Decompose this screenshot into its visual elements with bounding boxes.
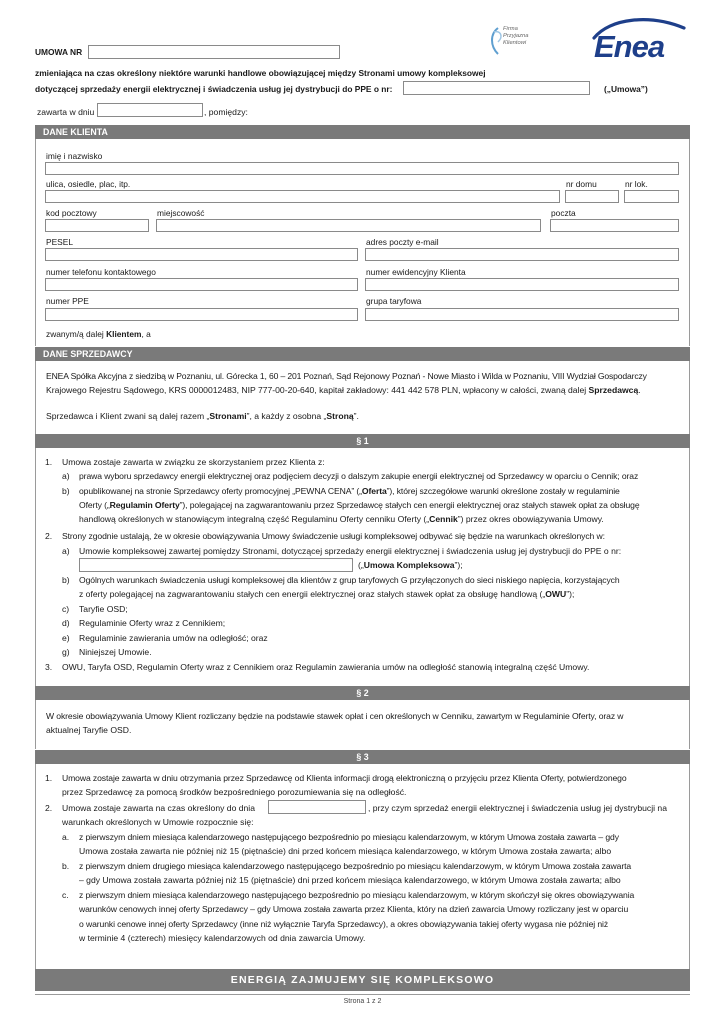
s3-b-line-2: – gdy Umowa została zawarta później niż 15 (piętnaście) dni przed końcem miesiąca kalendarzowego, w którym Umowa została zawarta; albo — [79, 875, 621, 885]
strony-bold-1: Stronami — [209, 411, 247, 421]
imie-field[interactable] — [45, 162, 679, 175]
ppe-field[interactable] — [45, 308, 358, 321]
s1-b-line-2 — [79, 499, 683, 513]
zawarta-label: zawarta w dniu — [37, 107, 95, 117]
footer-line — [35, 994, 690, 995]
s1-b-l3-bold: Cennik — [429, 514, 458, 524]
nr-ewid-field[interactable] — [365, 278, 679, 291]
s3-c-line-4: w terminie 4 (czterech) miesięcy kalendarzowych od dnia zawarcia Umowy. — [79, 933, 366, 943]
umowa-nr-field[interactable] — [88, 45, 340, 59]
pomiedzy-label: , pomiędzy: — [204, 107, 248, 117]
umowa-kompleksowa-ppe-field[interactable] — [79, 558, 353, 572]
s1-a-text: prawa wyboru sprzedawcy energii elektrycznej oraz podjęciem decyzji o dalszym zakupie energii elektrycznej od Sprzedawcy w oparciu o Cennik; oraz — [79, 471, 639, 481]
zwanym-post: , a — [141, 329, 151, 339]
s3-num-2: 2. — [45, 803, 53, 813]
s3-c-line-1: z pierwszym dniem miesiąca kalendarzowego następującego bezpośrednio po miesiącu kalendarzowym, w którym skończył się okres obowiązywania — [79, 890, 635, 900]
s1-b-l3-post: ”) przez okres obowiązywania Umowy. — [457, 514, 604, 524]
s1-b2-marker: b) — [62, 575, 70, 585]
section-2-header: § 2 — [35, 686, 690, 700]
s3-c-line-3: o warunki cenowe innej oferty Sprzedawcy (inne niż wyłącznie Taryfa Sprzedawcy), a okres obowiązywania takiej oferty wygasa nie później niż — [79, 919, 609, 929]
s1-e2-text: Regulaminie zawierania umów na odległość; oraz — [79, 633, 268, 643]
section-3-header: § 3 — [35, 750, 690, 764]
footer-slogan: ENERGIĄ ZAJMUJEMY SIĘ KOMPLEKSOWO — [230, 974, 495, 986]
s1-b-l1-post: ”), której szczegółowe warunki określone zostały w regulaminie — [386, 486, 620, 496]
end-date-field[interactable] — [268, 800, 366, 814]
strony-post: ”. — [353, 411, 359, 421]
pesel-label: PESEL — [46, 237, 74, 247]
s1-b2-line-1: Ogólnych warunkach świadczenia usługi kompleksowej dla klientów z grup taryfowych G przyłączonych do sieci niskiego napięcia, korzystających — [79, 575, 620, 585]
s1-num-3: 3. — [45, 662, 53, 672]
s3-item-1-line-2: przez Sprzedawcę za pomocą środków bezpośredniego porozumiewania się na odległość. — [62, 787, 407, 797]
s1-item-1: Umowa zostaje zawarta w związku ze skorzystaniem przez Klienta z: — [62, 457, 325, 467]
s2-line-1: W okresie obowiązywania Umowy Klient rozliczany będzie na podstawie stawek opłat i cen określonych w Cenniku, zawartym w Regulaminie Oferty, oraz w — [46, 711, 624, 721]
s3-item-2-post: , przy czym sprzedaż energii elektrycznej i świadczenia usług jej dystrybucji na — [368, 803, 667, 813]
uk-tag-pre: („ — [358, 560, 364, 570]
s1-c2-marker: c) — [62, 604, 70, 614]
s1-item-2: Strony zgodnie ustalają, że w okresie obowiązywania Umowy świadczenie usługi kompleksowej odbywać się będzie na warunkach określonych w: — [62, 531, 605, 541]
s1-a2-marker: a) — [62, 546, 70, 556]
grupa-label: grupa taryfowa — [366, 296, 422, 306]
nr-lok-field[interactable] — [624, 190, 679, 203]
nr-ewid-label: numer ewidencyjny Klienta — [366, 267, 466, 277]
enea-logo-text: Enea — [594, 29, 665, 64]
s1-b2-l2-bold: OWU — [545, 589, 567, 599]
s3-b-marker: b. — [62, 861, 70, 871]
miejscowosc-field[interactable] — [156, 219, 541, 232]
intro-line-1: zmieniająca na czas określony niektóre warunki handlowe obowiązującej między Stronami umowy kompleksowej — [35, 68, 486, 78]
sprzedawca-line-1: ENEA Spółka Akcyjna z siedzibą w Poznaniu, ul. Górecka 1, 60 – 201 Poznań, Sąd Rejonowy Poznań - Nowe Miasto i Wilda w Poznaniu, VIII Wydział Gospodarczy — [46, 371, 647, 381]
s3-c-marker: c. — [62, 890, 69, 900]
s3-item-2-line-2: warunkach określonych w Umowie rozpocznie się: — [62, 817, 254, 827]
s2-line-2: aktualnej Taryfie OSD. — [46, 725, 132, 735]
intro-line-2: dotyczącej sprzedaży energii elektrycznej i świadczenia usług jej dystrybucji do PPE o nr: — [35, 84, 393, 94]
badge-line-2: Przyjazna — [503, 33, 529, 39]
email-label: adres poczty e-mail — [366, 237, 439, 247]
umowa-kompleksowa-tag — [358, 559, 463, 573]
sprzedawca-line-2 — [46, 384, 682, 398]
ppe-number-field[interactable] — [403, 81, 590, 95]
strony-definition — [46, 410, 682, 424]
kod-field[interactable] — [45, 219, 149, 232]
s1-d2-text: Regulaminie Oferty wraz z Cennikiem; — [79, 618, 226, 628]
s1-b2-l2-pre: z oferty polegającej na zagwarantowaniu stałych cen energii elektrycznej oraz stałych stawek opłat za obsługę handlową („ — [79, 589, 546, 599]
umowa-nr-label: UMOWA NR — [35, 47, 83, 57]
firma-przyjazna-badge — [486, 24, 546, 58]
page-number: Strona 1 z 2 — [343, 998, 382, 1005]
strony-bold-2: Stroną — [326, 411, 354, 421]
s1-e2-marker: e) — [62, 633, 70, 643]
s1-b-l2-bold: Regulamin Oferty — [109, 500, 180, 510]
zwanym-pre: zwanym/ą dalej — [46, 329, 107, 339]
s1-num-2: 2. — [45, 531, 53, 541]
s3-item-1-line-1: Umowa zostaje zawarta w dniu otrzymania przez Sprzedawcę od Klienta informacji drogą elektroniczną o przyjęciu przez Klienta Oferty, potwierdzonego — [62, 773, 627, 783]
s1-b-l1-pre: opublikowanej na stronie Sprzedawcy oferty promocyjnej „PEWNA CENA” („ — [79, 486, 362, 496]
s3-a-line-2: Umowa została zawarta nie później niż 15 (piętnaście) dni przed końcem miesiąca kalendarzowego, w którym Umowa została zawarta; albo — [79, 846, 612, 856]
ulica-label: ulica, osiedle, plac, itp. — [46, 179, 131, 189]
s1-b2-l2-post: ”); — [566, 589, 575, 599]
umowa-tag: („Umowa”) — [604, 84, 648, 94]
dane-sprzedawcy-header: DANE SPRZEDAWCY — [35, 347, 690, 361]
zwanym-bold: Klientem — [106, 329, 142, 339]
zwanym-klientem — [46, 329, 151, 339]
nr-domu-label: nr domu — [566, 179, 597, 189]
s1-b2-line-2 — [79, 588, 683, 602]
telefon-field[interactable] — [45, 278, 358, 291]
grupa-field[interactable] — [365, 308, 679, 321]
email-field[interactable] — [365, 248, 679, 261]
ulica-field[interactable] — [45, 190, 560, 203]
kod-label: kod pocztowy — [46, 208, 97, 218]
ppe-label: numer PPE — [46, 296, 89, 306]
miejscowosc-label: miejscowość — [157, 208, 205, 218]
poczta-label: poczta — [551, 208, 576, 218]
imie-label: imię i nazwisko — [46, 151, 103, 161]
s3-b-line-1: z pierwszym dniem drugiego miesiąca kalendarzowego następującego bezpośrednio po miesiącu kalendarzowym, w którym Umowa została zawarta — [79, 861, 632, 871]
uk-tag-post: ”); — [454, 560, 463, 570]
dane-klienta-header: DANE KLIENTA — [35, 125, 690, 139]
s1-b-marker: b) — [62, 486, 70, 496]
pesel-field[interactable] — [45, 248, 358, 261]
s1-b-line-1 — [79, 485, 683, 499]
s1-b-l3-pre: handlową określonych w stanowiącym integralną część Regulaminu Oferty cenniku Oferty („ — [79, 514, 430, 524]
sprzedawca-l2-post: . — [638, 385, 641, 395]
s1-b-l1-bold: Oferta — [361, 486, 387, 496]
s3-a-line-1: z pierwszym dniem miesiąca kalendarzowego następującego bezpośrednio po miesiącu kalendarzowym, w którym Umowa została zawarta – gdy — [79, 832, 619, 842]
s1-c2-text: Taryfie OSD; — [79, 604, 128, 614]
s3-item-2-pre: Umowa zostaje zawarta na czas określony do dnia — [62, 803, 255, 813]
s1-g2-marker: g) — [62, 647, 70, 657]
s3-a-marker: a. — [62, 832, 70, 842]
s1-num-1: 1. — [45, 457, 53, 467]
nr-domu-field[interactable] — [565, 190, 619, 203]
s1-b-l2-pre: Oferty („ — [79, 500, 110, 510]
s1-a2-text: Umowie kompleksowej zawartej pomiędzy Stronami, dotyczącej sprzedaży energii elektrycznej i świadczenia usług jej dystrybucji do PPE o nr: — [79, 546, 622, 556]
s3-num-1: 1. — [45, 773, 53, 783]
zawarta-date-field[interactable] — [97, 103, 203, 117]
s1-d2-marker: d) — [62, 618, 70, 628]
s1-g2-text: Niniejszej Umowie. — [79, 647, 152, 657]
s3-c-line-2: warunków cenowych innej oferty Sprzedawcy – gdy Umowa została zawarta przez Klienta, który na dzień zawarcia Umowy rozliczany jest w oparciu — [79, 904, 629, 914]
s1-b-line-3 — [79, 513, 683, 527]
section-1-header: § 1 — [35, 434, 690, 448]
strony-pre: Sprzedawca i Klient zwani są dalej razem „ — [46, 411, 210, 421]
badge-line-3: Klientowi — [503, 40, 527, 46]
sprzedawca-l2-bold: Sprzedawcą — [588, 385, 639, 395]
telefon-label: numer telefonu kontaktowego — [46, 267, 156, 277]
nr-lok-label: nr lok. — [625, 179, 648, 189]
s1-item-3: OWU, Taryfa OSD, Regulamin Oferty wraz z Cennikiem oraz Regulamin zawierania umów na odległość stanowią integralną część Umowy. — [62, 662, 590, 672]
enea-logo — [580, 14, 692, 64]
s1-a-marker: a) — [62, 471, 70, 481]
badge-line-1: Firma — [503, 26, 518, 32]
strony-mid: ”, a każdy z osobna „ — [246, 411, 327, 421]
poczta-field[interactable] — [550, 219, 679, 232]
s1-b-l2-post: ”), polegającej na zagwarantowaniu przez Sprzedawcę stałych cen energii elektrycznej oraz stałych stawek opłat za obsługę — [179, 500, 640, 510]
sprzedawca-l2-pre: Krajowego Rejestru Sądowego, KRS 0000012483, NIP 777-00-20-640, kapitał zakładowy: 441 442 578 PLN, wpłacony w całości, zwaną dalej — [46, 385, 589, 395]
uk-tag-bold: Umowa Kompleksowa — [363, 560, 455, 570]
